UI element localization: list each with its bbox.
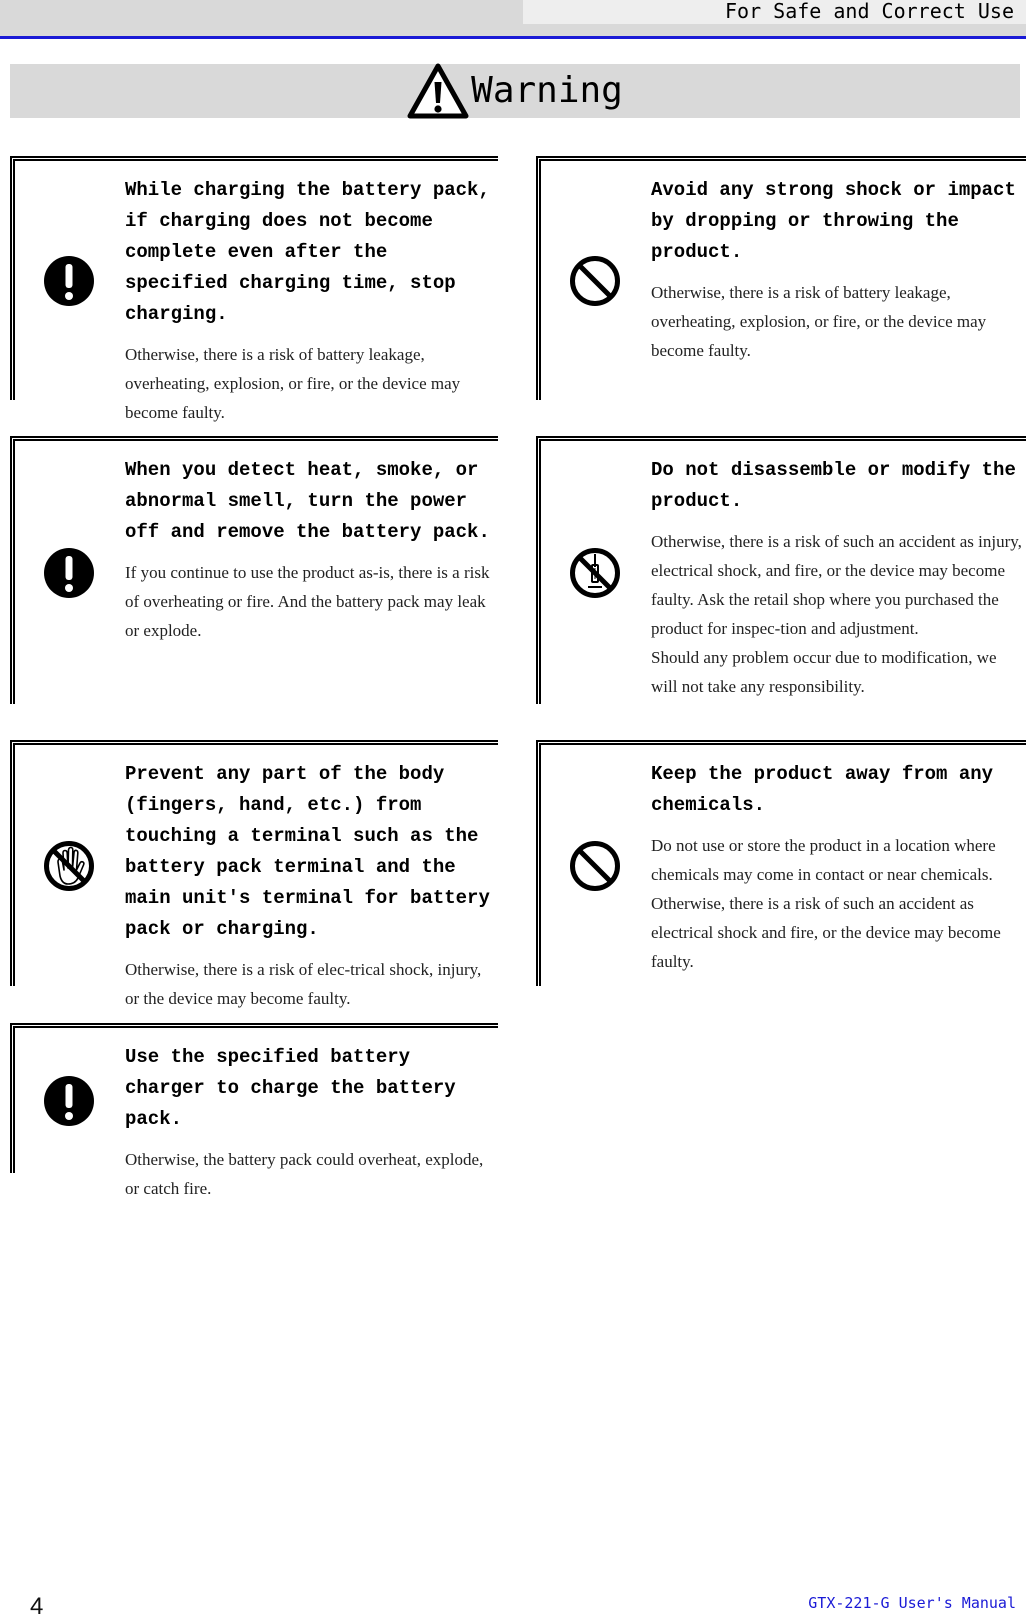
- warning-lead: Keep the product away from any chemicals.: [651, 763, 994, 816]
- warning-box-6: [536, 740, 1026, 986]
- warning-lead: Avoid any strong shock or impact by dropping or throwing the product.: [651, 179, 1016, 263]
- prohibited-icon: [569, 255, 621, 307]
- mandatory-action-icon: [43, 547, 95, 599]
- mandatory-action-icon: [43, 255, 95, 307]
- manual-title: GTX-221-G User's Manual: [808, 1594, 1016, 1612]
- warning-box-4: [536, 436, 1026, 704]
- mandatory-action-icon: [43, 1075, 95, 1127]
- warning-box-4-icon: [541, 441, 649, 704]
- warning-box-3-icon: [15, 441, 123, 704]
- warning-lead: Prevent any part of the body (fingers, hand, etc.) from touching a terminal such as the battery pack terminal and the main unit's terminal for battery pack or charging.: [125, 763, 490, 940]
- no-touch-icon: [43, 840, 95, 892]
- section-title: For Safe and Correct Use: [725, 0, 1014, 23]
- warning-detail: Otherwise, there is a risk of battery leakage, overheating, explosion, or fire, or the device may become faulty.: [651, 283, 987, 360]
- warning-detail: Otherwise, there is a risk of elec-trical shock, injury, or the device may become faulty.: [125, 960, 482, 1008]
- warning-box-1-icon: [15, 161, 123, 400]
- warning-box-2: [536, 156, 1026, 400]
- warning-title: Warning: [471, 70, 623, 111]
- page-number: 4: [30, 1593, 44, 1620]
- warning-triangle-icon: [407, 63, 469, 119]
- warning-detail: Do not use or store the product in a location where chemicals may come in contact or near chemicals. Otherwise, there is a risk of such an accident as electrical shock and fire, or the device may become faulty.: [651, 836, 1001, 971]
- warning-box-5: [10, 740, 498, 1008]
- warning-box-2-icon: [541, 161, 649, 400]
- warning-detail: If you continue to use the product as-is, there is a risk of overheating or fire. And the battery pack may leak or explode.: [125, 563, 490, 640]
- warning-detail: Otherwise, there is a risk of battery leakage, overheating, explosion, or fire, or the device may become faulty.: [125, 345, 461, 422]
- warning-box-7-icon: [15, 1028, 123, 1173]
- warning-box-3: [10, 436, 498, 704]
- prohibited-icon: [569, 840, 621, 892]
- warning-lead: Do not disassemble or modify the product.: [651, 459, 1016, 512]
- warning-box-7: [10, 1023, 498, 1198]
- warning-box-6-icon: [541, 745, 649, 986]
- warning-lead: Use the specified battery charger to charge the battery pack.: [125, 1046, 456, 1130]
- warning-lead: While charging the battery pack, if charging does not become complete even after the specified charging time, stop charging.: [125, 179, 490, 325]
- warning-box-5-icon: [15, 745, 123, 986]
- no-disassembly-icon: [569, 547, 621, 599]
- warning-banner: [10, 64, 1020, 118]
- warning-lead: When you detect heat, smoke, or abnormal smell, turn the power off and remove the battery pack.: [125, 459, 490, 543]
- header-band: [0, 0, 1026, 36]
- header-rule: [0, 36, 1026, 39]
- warning-detail: Otherwise, there is a risk of such an accident as injury, electrical shock, and fire, or the device may become faulty. Ask the retail shop where you purchased the product for inspec-tion and adjustment.: [651, 532, 1022, 638]
- warning-box-1: [10, 156, 498, 422]
- warning-detail: Otherwise, the battery pack could overheat, explode, or catch fire.: [125, 1150, 484, 1198]
- warning-detail: Should any problem occur due to modification, we will not take any responsibility.: [651, 648, 997, 696]
